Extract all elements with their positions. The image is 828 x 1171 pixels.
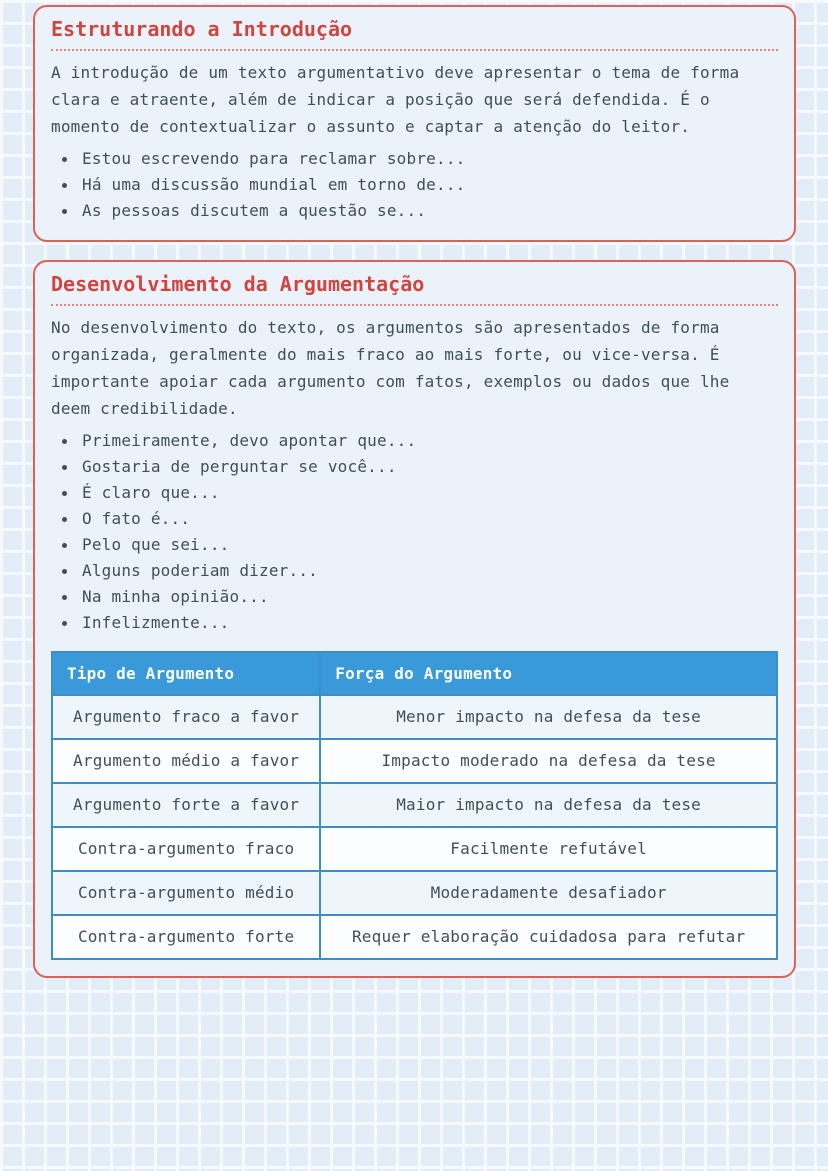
- bullet-list-desenvolvimento: [51, 428, 778, 636]
- cell-argument-type: Argumento médio a favor: [52, 739, 320, 783]
- cell-argument-strength: Facilmente refutável: [320, 827, 777, 871]
- column-header-forca: Força do Argumento: [320, 652, 777, 695]
- card-desenvolvimento: [33, 260, 796, 978]
- table-header: [52, 652, 777, 695]
- list-item: É claro que...: [51, 480, 778, 506]
- list-item: Há uma discussão mundial em torno de...: [51, 172, 778, 198]
- list-item: Estou escrevendo para reclamar sobre...: [51, 146, 778, 172]
- section-title-desenvolvimento: Desenvolvimento da Argumentação: [51, 270, 778, 306]
- list-item: As pessoas discutem a questão se...: [51, 198, 778, 224]
- cell-argument-type: Contra-argumento forte: [52, 915, 320, 959]
- table-row: [52, 783, 777, 827]
- cell-argument-type: Argumento fraco a favor: [52, 695, 320, 739]
- cell-argument-strength: Requer elaboração cuidadosa para refutar: [320, 915, 777, 959]
- table-row: [52, 695, 777, 739]
- list-item: O fato é...: [51, 506, 778, 532]
- cell-argument-type: Contra-argumento fraco: [52, 827, 320, 871]
- list-item: Alguns poderiam dizer...: [51, 558, 778, 584]
- list-item: Primeiramente, devo apontar que...: [51, 428, 778, 454]
- section-paragraph-desenvolvimento: No desenvolvimento do texto, os argumentos são apresentados de forma organizada, geralmente do mais fraco ao mais forte, ou vice-versa. É importante apoiar cada argumento com fatos, exemplos ou dados que lhe deem credibilidade.: [51, 318, 730, 418]
- cell-argument-type: Contra-argumento médio: [52, 871, 320, 915]
- table-row: [52, 739, 777, 783]
- table-body: [52, 695, 777, 959]
- cell-argument-type: Argumento forte a favor: [52, 783, 320, 827]
- cell-argument-strength: Menor impacto na defesa da tese: [320, 695, 777, 739]
- column-header-tipo: Tipo de Argumento: [52, 652, 320, 695]
- argument-strength-table: [51, 651, 778, 960]
- bullet-list-introducao: [51, 146, 778, 224]
- cell-argument-strength: Moderadamente desafiador: [320, 871, 777, 915]
- section-paragraph-introducao: A introdução de um texto argumentativo deve apresentar o tema de forma clara e atraente, além de indicar a posição que será defendida. É o momento de contextualizar o assunto e captar a atenção do leitor.: [51, 63, 740, 136]
- table-row: [52, 915, 777, 959]
- card-introducao: [33, 5, 796, 242]
- cell-argument-strength: Maior impacto na defesa da tese: [320, 783, 777, 827]
- table-row: [52, 827, 777, 871]
- list-item: Pelo que sei...: [51, 532, 778, 558]
- list-item: Infelizmente...: [51, 610, 778, 636]
- section-title-introducao: Estruturando a Introdução: [51, 15, 778, 51]
- table-row: [52, 871, 777, 915]
- list-item: Na minha opinião...: [51, 584, 778, 610]
- cell-argument-strength: Impacto moderado na defesa da tese: [320, 739, 777, 783]
- list-item: Gostaria de perguntar se você...: [51, 454, 778, 480]
- table-header-row: [52, 652, 777, 695]
